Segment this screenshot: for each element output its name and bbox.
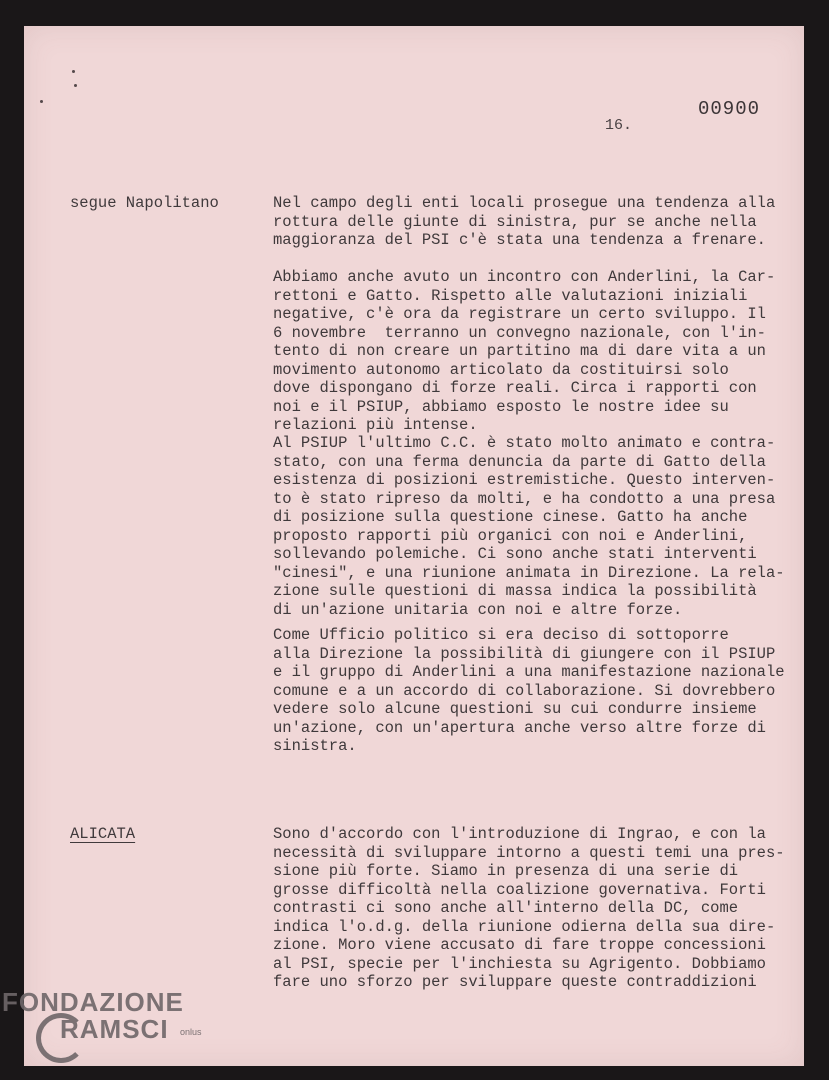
fondazione-gramsci-watermark: FONDAZIONE RAMSCI onlus: [2, 987, 184, 1045]
page-number: 16.: [605, 117, 633, 134]
paragraph: Come Ufficio politico si era deciso di sottoporre alla Direzione la possibilità di giungere con il PSIUP e il gruppo di Anderlini a una manifestazione nazionale comune e a un accordo di collaborazione. Si dovrebbero vedere solo alcune questioni su cui condurre insieme un'azione, con un'apertura anche verso altre forze di sinistra.: [273, 626, 785, 755]
paragraph: Nel campo degli enti locali prosegue una tendenza alla rottura delle giunte di sinistra, pur se anche nella maggioranza del PSI c'è stata una tendenza a frenare.: [273, 194, 776, 249]
archive-number: 00900: [698, 98, 761, 120]
paragraph: Sono d'accordo con l'introduzione di Ingrao, e con la necessità di sviluppare intorno a questi temi una pres- sione più forte. Siamo in presenza di una serie di grosse difficoltà nella coalizione governativa. Forti contrasti ci sono anche all'interno della DC, come indica l'o.d.g. della riunione odierna della sua dire- zione. Moro viene accusato di fare troppe concessioni al PSI, specie per l'inchiesta su Agrigento. Dobbiamo fare uno sforzo per sviluppare queste contraddizioni: [273, 825, 785, 991]
speaker-label: ALICATA: [70, 825, 136, 843]
paper-speck: [40, 100, 43, 103]
g-logo-icon: [36, 1013, 86, 1063]
speaker-label: segue Napolitano: [70, 194, 219, 212]
paper-speck: [72, 70, 75, 73]
paragraph: Abbiamo anche avuto un incontro con Anderlini, la Car- rettoni e Gatto. Rispetto alle valutazioni iniziali negative, c'è ora da registrare un certo sviluppo. Il 6 novembre terranno un convegno nazionale, con l'in- tento di non creare un partitino ma di dare vita a un movimento autonomo articolato da costituirsi solo dove dispongano di forze reali. Circa i rapporti con noi e il PSIUP, abbiamo esposto le nostre idee su relazioni più intense.: [273, 268, 776, 434]
paper-speck: [74, 84, 77, 87]
paragraph: Al PSIUP l'ultimo C.C. è stato molto animato e contra- stato, con una ferma denuncia da parte di Gatto della esistenza di posizioni estremistiche. Questo interven- to è stato ripreso da molti, e ha condotto a una presa di posizione sulla questione cinese. Gatto ha anche proposto rapporti più organici con noi e Anderlini, sollevando polemiche. Ci sono anche stati interventi "cinesi", e una riunione animata in Direzione. La rela- zione sulle questioni di massa indica la possibilità di un'azione unitaria con noi e altre forze.: [273, 434, 785, 619]
